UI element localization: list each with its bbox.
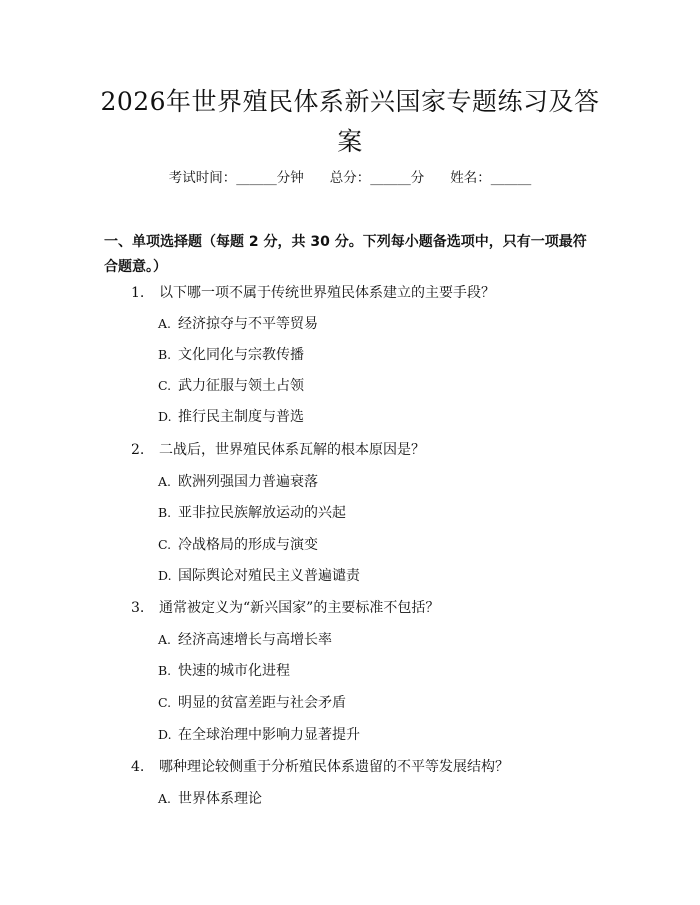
option-letter: D.: [158, 727, 172, 742]
option-text: 经济掠夺与不平等贸易: [178, 316, 318, 332]
option-letter: B.: [158, 347, 172, 362]
question-text: 以下哪一项不属于传统世界殖民体系建立的主要手段？: [159, 285, 495, 301]
option-letter: B.: [158, 663, 172, 678]
option-1d: [158, 407, 304, 427]
option-1c: [158, 376, 304, 396]
option-text: 世界体系理论: [178, 791, 262, 807]
question-number: 3.: [131, 600, 145, 616]
question-2: [131, 440, 425, 460]
option-letter: A.: [158, 474, 172, 489]
section-heading: 一、单项选择题（每题 2 分，共 30 分。下列每小题备选项中，只有一项最符合题意。）: [104, 234, 587, 275]
option-2c: [158, 535, 318, 555]
option-1b: [158, 345, 304, 365]
option-2a: [158, 472, 318, 492]
option-text: 在全球治理中影响力显著提升: [178, 727, 360, 743]
question-text: 哪种理论较侧重于分析殖民体系遗留的不平等发展结构？: [159, 759, 509, 775]
option-3d: [158, 725, 360, 745]
name-field: 姓名：______: [450, 170, 532, 186]
question-number: 2.: [131, 442, 145, 458]
option-letter: A.: [158, 632, 172, 647]
option-text: 推行民主制度与普选: [178, 409, 304, 425]
question-number: 1.: [131, 285, 145, 301]
option-text: 国际舆论对殖民主义普遍谴责: [178, 568, 360, 584]
option-text: 亚非拉民族解放运动的兴起: [178, 505, 346, 521]
option-text: 文化同化与宗教传播: [178, 347, 304, 363]
option-letter: A.: [158, 316, 172, 331]
option-text: 冷战格局的形成与演变: [178, 537, 318, 553]
option-3a: [158, 630, 332, 650]
exam-meta-line: [0, 168, 700, 188]
option-text: 武力征服与领土占领: [178, 378, 304, 394]
question-text: 二战后，世界殖民体系瓦解的根本原因是？: [159, 442, 425, 458]
option-letter: C.: [158, 378, 172, 393]
option-text: 经济高速增长与高增长率: [178, 632, 332, 648]
option-3c: [158, 693, 346, 713]
question-number: 4.: [131, 759, 145, 775]
option-1a: [158, 314, 318, 334]
option-letter: D.: [158, 409, 172, 424]
document-title: 2026年世界殖民体系新兴国家专题练习及答案: [100, 87, 600, 156]
option-letter: C.: [158, 537, 172, 552]
option-letter: B.: [158, 505, 172, 520]
option-3b: [158, 661, 290, 681]
option-2d: [158, 566, 360, 586]
option-letter: A.: [158, 791, 172, 806]
option-letter: C.: [158, 695, 172, 710]
question-3: [131, 598, 439, 618]
option-2b: [158, 503, 346, 523]
question-4: [131, 757, 509, 777]
option-text: 欧洲列强国力普遍衰落: [178, 474, 318, 490]
option-text: 快速的城市化进程: [178, 663, 290, 679]
option-text: 明显的贫富差距与社会矛盾: [178, 695, 346, 711]
total-score-field: 总分：______分: [329, 170, 425, 186]
exam-time-field: 考试时间：______分钟: [168, 170, 304, 186]
question-1: [131, 283, 495, 303]
option-4a: [158, 789, 262, 809]
option-letter: D.: [158, 568, 172, 583]
question-text: 通常被定义为“新兴国家”的主要标准不包括？: [159, 600, 440, 616]
